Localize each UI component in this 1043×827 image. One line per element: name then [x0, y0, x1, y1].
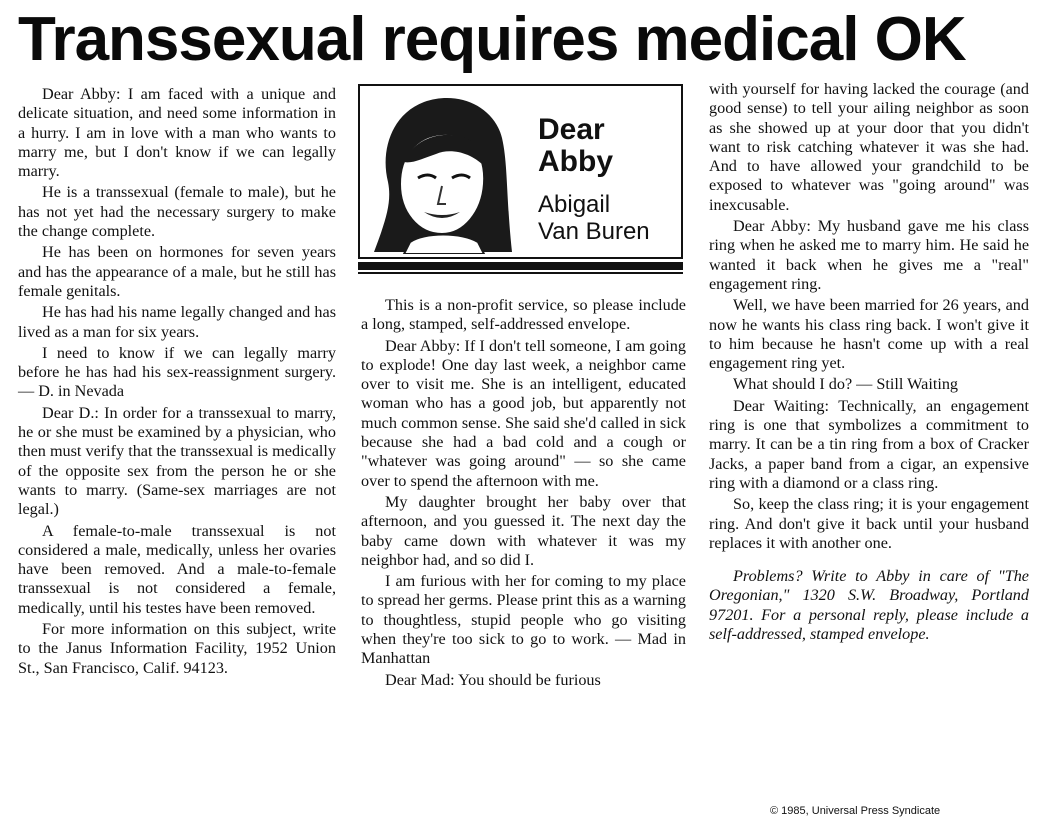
column-1	[18, 85, 336, 680]
paragraph: I am furious with her for coming to my place to spread her germs. Please print this as a warning to thoughtless, stupid people who go visiting when they're too sick to go to work. — Mad in Manhattan	[361, 572, 686, 668]
logo-title-line2: Abby	[538, 145, 613, 178]
column-2	[361, 296, 686, 692]
column-3	[709, 80, 1029, 646]
contact-footer: Problems? Write to Abby in care of "The Oregonian," 1320 S.W. Broadway, Portland 97201. For a personal reply, please include a self-addressed, stamped envelope.	[709, 567, 1029, 644]
logo-title	[538, 114, 613, 178]
column-logo	[358, 84, 683, 259]
logo-title-line1: Dear	[538, 113, 605, 146]
paragraph: Dear D.: In order for a transsexual to marry, he or she must be examined by a physician, who then must verify that the transsexual is medically of the opposite sex from the person he or she wants to marry. (Same-sex marriages are not legal.)	[18, 403, 336, 519]
paragraph: I need to know if we can legally marry before he has had his sex-reassignment surgery. — D. in Nevada	[18, 343, 336, 401]
paragraph: with yourself for having lacked the courage (and good sense) to tell your ailing neighbor as soon as she showed up at your door that you didn't want to risk catching whatever it was she had. And to have allowed your grandchild to be exposed to whatever was "going around" was inexcusable.	[709, 80, 1029, 214]
signoff: What should I do? — Still Waiting	[733, 375, 959, 394]
copyright-notice: © 1985, Universal Press Syndicate	[770, 805, 941, 817]
paragraph: So, keep the class ring; it is your engagement ring. And don't give it back until your husband replaces it with another one.	[709, 495, 1029, 552]
paragraph: This is a non-profit service, so please include a long, stamped, self-addressed envelope.	[361, 296, 686, 334]
paragraph: Dear Waiting: Technically, an engagement ring is one that symbolizes a commitment to marry. It can be a tin ring from a box of Cracker Jacks, a paper band from a cigar, an expensive ring with a diamond or a class ring.	[709, 396, 1029, 492]
paragraph: Dear Abby: If I don't tell someone, I am going to explode! One day last week, a neighbor came over to visit me. She is an intelligent, educated woman who has a good job, but apparently not much common sense. She said she'd called in sick because she had a bad cold and a cough or "whatever was going around" — so she came over to spend the afternoon with me.	[361, 336, 686, 490]
paragraph: Dear Mad: You should be furious	[385, 670, 601, 689]
paragraph: My daughter brought her baby over that afternoon, and you guessed it. The next day the baby came down with whatever it was my neighbor had, and so did I.	[361, 492, 686, 569]
headline: Transsexual requires medical OK	[18, 5, 966, 74]
logo-rule-thick	[358, 262, 683, 270]
paragraph: He is a transsexual (female to male), but he has not yet had the necessary surgery to make the change complete.	[18, 183, 336, 241]
logo-author	[538, 191, 650, 245]
paragraph: He has been on hormones for seven years and has the appearance of a male, but he still has female genitals.	[18, 243, 336, 300]
paragraph: Dear Abby: My husband gave me his class ring when he asked me to marry him. He said he wanted it back when he gives me a "real" engagement ring.	[709, 217, 1029, 293]
paragraph: A female-to-male transsexual is not considered a male, medically, unless her ovaries have been removed. And a male-to-female transsexual is not considered a female, medically, until his testes have been removed.	[18, 521, 336, 617]
logo-author-line1: Abigail	[538, 191, 611, 218]
paragraph: Dear Abby: I am faced with a unique and delicate situation, and need some information in a hurry. I am in love with a man who wants to marry me, but I don't know if we can legally marry.	[18, 85, 336, 181]
abby-portrait-image	[366, 92, 516, 254]
logo-author-line2: Van Buren	[538, 218, 650, 245]
paragraph: He has had his name legally changed and has lived as a man for six years.	[18, 303, 336, 341]
paragraph: Well, we have been married for 26 years, and now he wants his class ring back. I won't give it to him because he hasn't come up with a real engagement ring yet.	[709, 296, 1029, 373]
paragraph: For more information on this subject, write to the Janus Information Facility, 1952 Union St., San Francisco, Calif. 94123.	[18, 620, 336, 677]
logo-rule-thin	[358, 272, 683, 274]
